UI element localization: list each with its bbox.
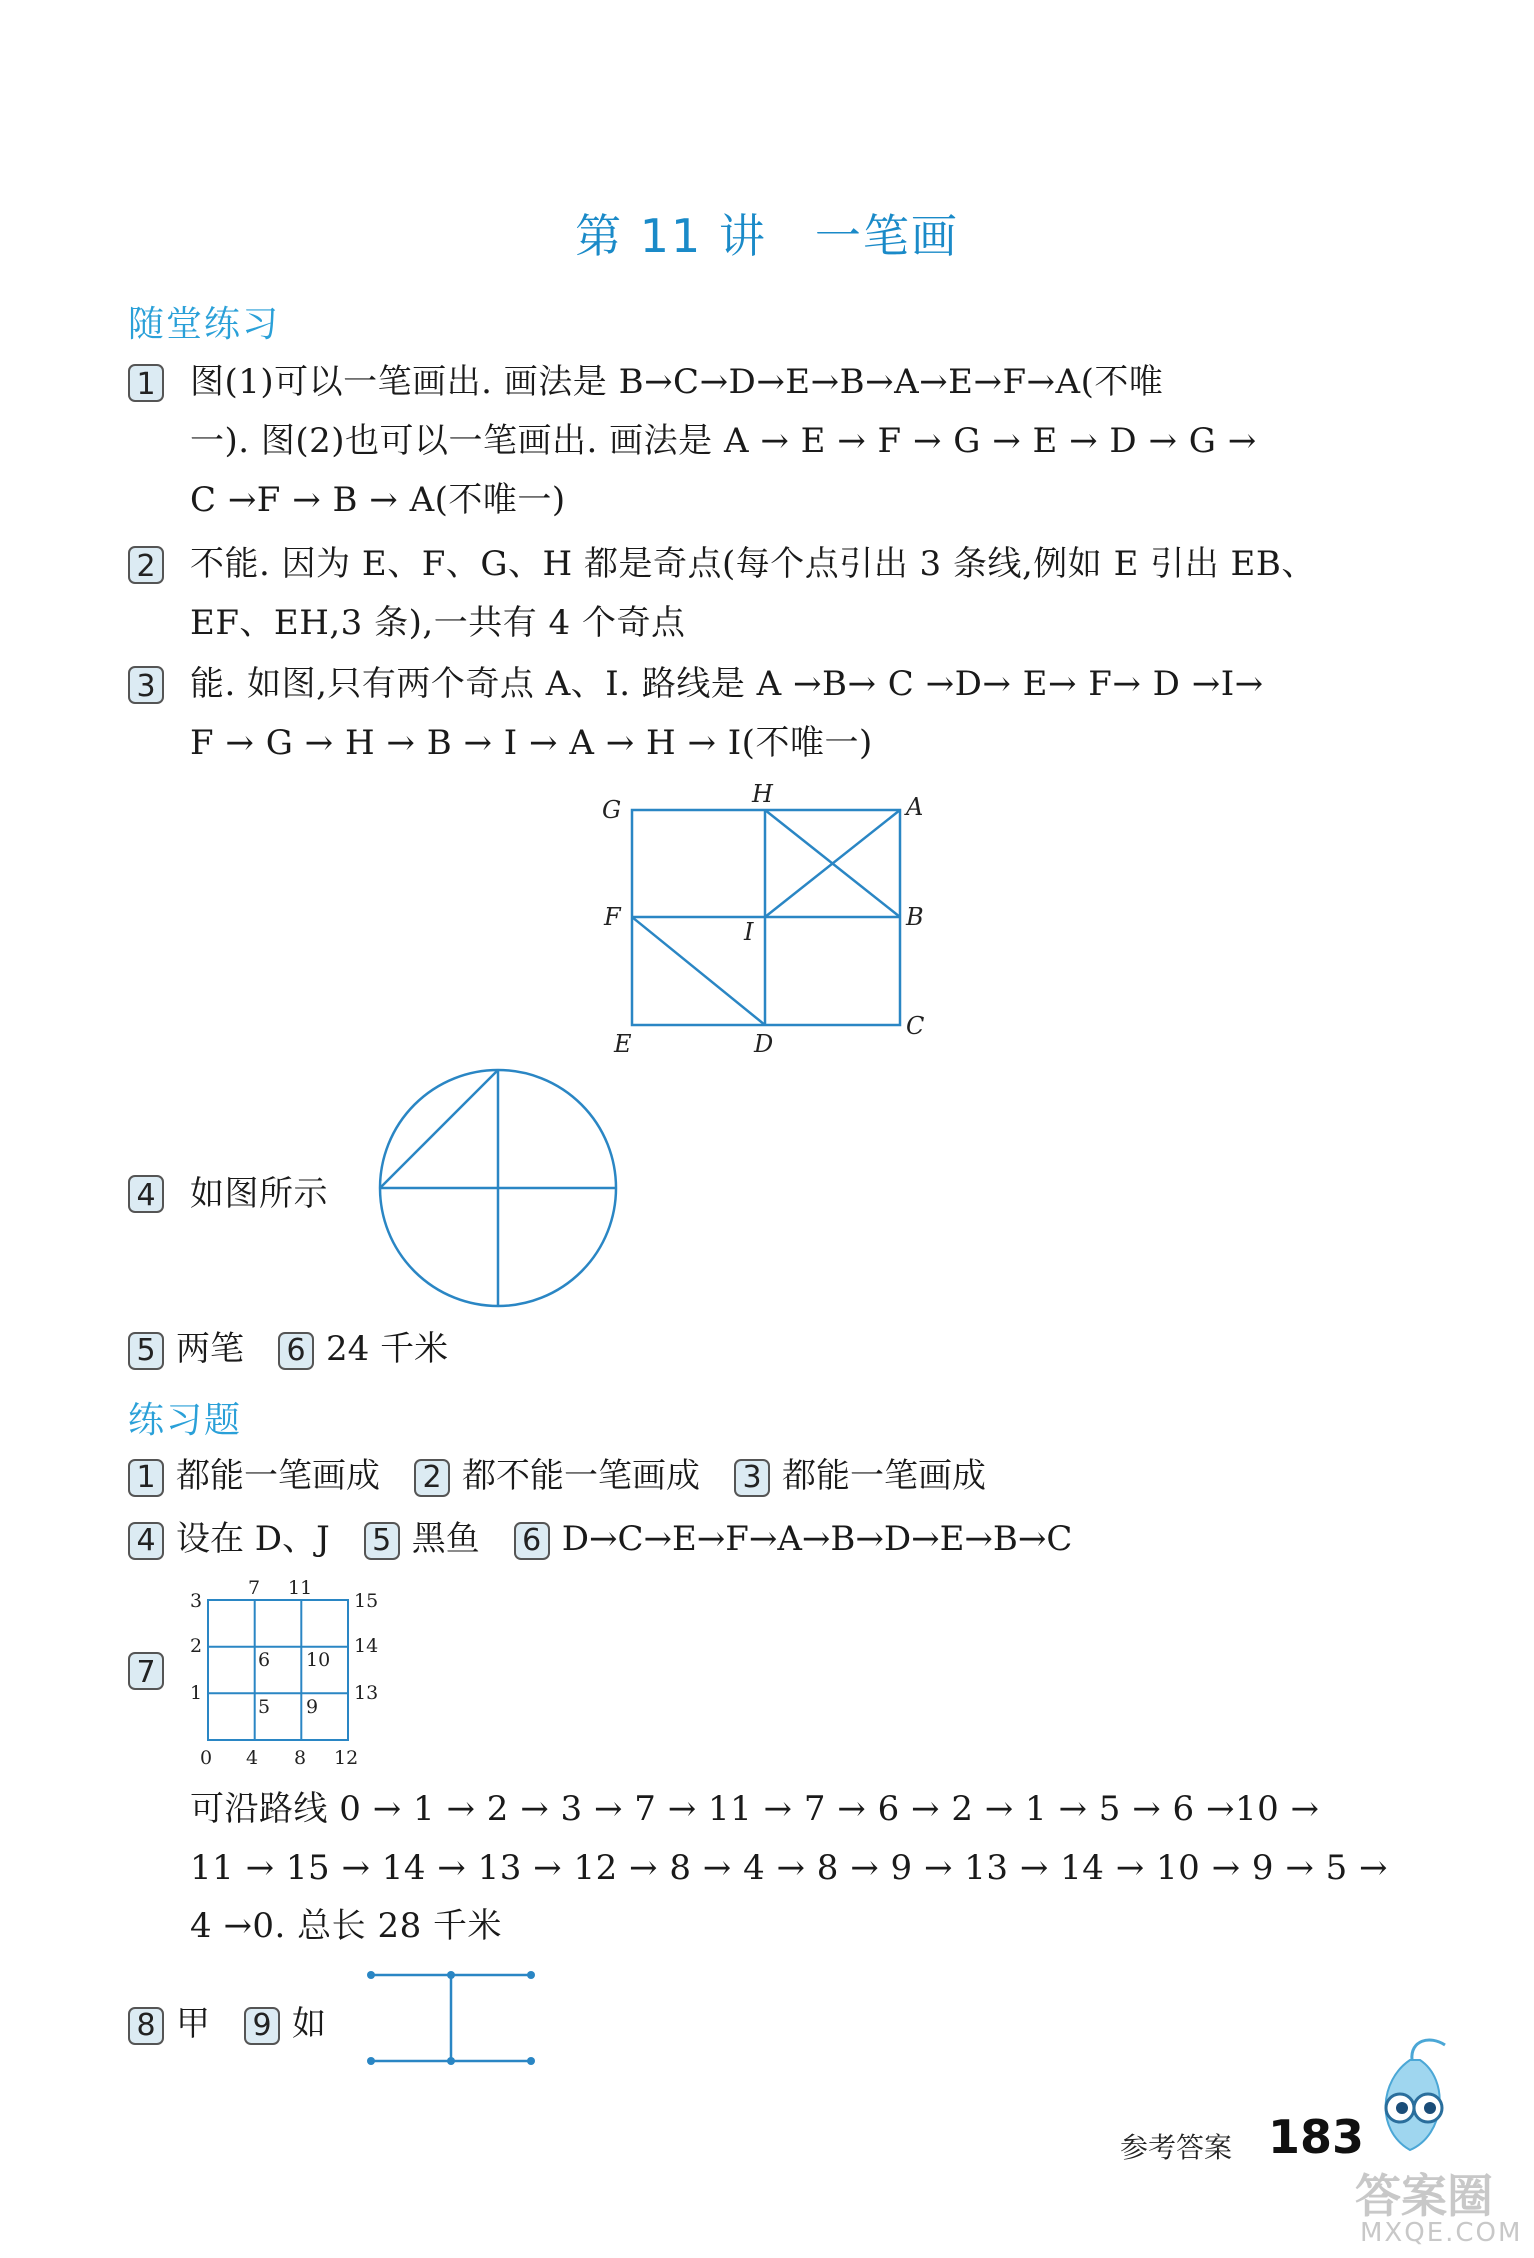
question-number: 5 (128, 1332, 164, 1370)
watermark-url: MXQE.COM (1360, 2218, 1523, 2248)
vertex-label: B (906, 903, 924, 931)
answer-line: EF、EH,3 条),一共有 4 个奇点 (190, 603, 686, 643)
answer-row (128, 1329, 448, 1370)
question-number: 4 (128, 1175, 164, 1213)
i-shape-figure (365, 1965, 545, 2075)
page-title: 第 11 讲 一笔画 (575, 209, 959, 263)
grid-label: 9 (306, 1696, 319, 1718)
answer-text: 都能一笔画成 (176, 1456, 380, 1496)
circle-figure (370, 1060, 630, 1320)
answer-text: D→C→E→F→A→B→D→E→B→C (561, 1519, 1073, 1559)
answer-row (128, 1519, 1072, 1560)
vertex-label: C (906, 1012, 925, 1040)
vertex-label: G (602, 796, 622, 824)
question-number: 1 (128, 1459, 164, 1497)
question-number: 6 (278, 1332, 314, 1370)
vertex-label: D (754, 1030, 774, 1058)
grid-label: 1 (190, 1682, 203, 1704)
grid-label: 10 (306, 1649, 331, 1671)
question-number: 4 (128, 1522, 164, 1560)
answer-line: 4 →0. 总长 28 千米 (190, 1906, 503, 1946)
answer-text: 24 千米 (326, 1329, 449, 1369)
answer-line: 能. 如图,只有两个奇点 A、I. 路线是 A →B→ C →D→ E→ F→ D →I→ (190, 664, 1264, 704)
answer-text: 如 (292, 2004, 326, 2044)
question-number: 3 (734, 1459, 770, 1497)
grid-label: 13 (354, 1682, 379, 1704)
answer-line: 11 → 15 → 14 → 13 → 12 → 8 → 4 → 8 → 9 → 13 → 14 → 10 → 9 → 5 → (190, 1848, 1389, 1888)
question-number: 8 (128, 2007, 164, 2045)
answer-row (128, 2004, 326, 2045)
page-number: 183 (1268, 2110, 1365, 2164)
vertex-label: H (752, 780, 773, 808)
answer-text: 甲 (176, 2004, 210, 2044)
grid-label: 11 (288, 1580, 313, 1599)
question-number: 1 (128, 364, 164, 402)
grid-label: 5 (258, 1696, 271, 1718)
q3-route-figure (590, 780, 930, 1060)
grid-label: 14 (354, 1635, 379, 1657)
vertex-label: A (906, 793, 924, 821)
question-number: 6 (514, 1522, 550, 1560)
answer-line: 不能. 因为 E、F、G、H 都是奇点(每个点引出 3 条线,例如 E 引出 EB、 (190, 544, 1316, 584)
grid-label: 7 (248, 1580, 261, 1599)
grid-label: 4 (246, 1747, 259, 1769)
question-number: 2 (414, 1459, 450, 1497)
answer-text: 两笔 (176, 1329, 244, 1369)
footer-label: 参考答案 (1120, 2131, 1233, 2164)
watermark-logo: 答案圈 (1355, 2169, 1493, 2223)
question-number: 3 (128, 666, 164, 704)
answer-text: 如图所示 (190, 1174, 328, 1214)
grid-label: 0 (200, 1747, 213, 1769)
answer-text: 都不能一笔画成 (462, 1456, 700, 1496)
answer-line: 一). 图(2)也可以一笔画出. 画法是 A → E → F → G → E → D → G → (190, 421, 1257, 461)
grid-label: 3 (190, 1590, 203, 1612)
answer-row (128, 1456, 986, 1497)
answer-line: F → G → H → B → I → A → H → I(不唯一) (190, 723, 873, 763)
vertex-label: F (604, 903, 621, 931)
grid-label: 6 (258, 1649, 271, 1671)
grid-label: 2 (190, 1635, 203, 1657)
section-heading-practice: 随堂练习 (128, 304, 281, 345)
answer-line: C →F → B → A(不唯一) (190, 480, 566, 520)
answer-line: 可沿路线 0 → 1 → 2 → 3 → 7 → 11 → 7 → 6 → 2 → 1 → 5 → 6 →10 → (190, 1789, 1320, 1829)
grid-label: 12 (334, 1747, 359, 1769)
vertex-label: E (614, 1030, 632, 1058)
answer-line: 图(1)可以一笔画出. 画法是 B→C→D→E→B→A→E→F→A(不唯 (190, 362, 1164, 402)
question-number: 2 (128, 546, 164, 584)
grid-label: 8 (294, 1747, 307, 1769)
question-number: 9 (244, 2007, 280, 2045)
answer-text: 都能一笔画成 (782, 1456, 986, 1496)
answer-text: 黑鱼 (411, 1519, 480, 1559)
grid-label: 15 (354, 1590, 379, 1612)
question-number: 7 (128, 1652, 164, 1690)
grid-figure (180, 1580, 390, 1770)
question-number: 5 (364, 1522, 400, 1560)
answer-text: 设在 D、J (176, 1519, 330, 1559)
vertex-label: I (744, 918, 754, 946)
section-heading-exercises: 练习题 (128, 1400, 243, 1441)
mascot-illustration (1350, 2020, 1480, 2170)
